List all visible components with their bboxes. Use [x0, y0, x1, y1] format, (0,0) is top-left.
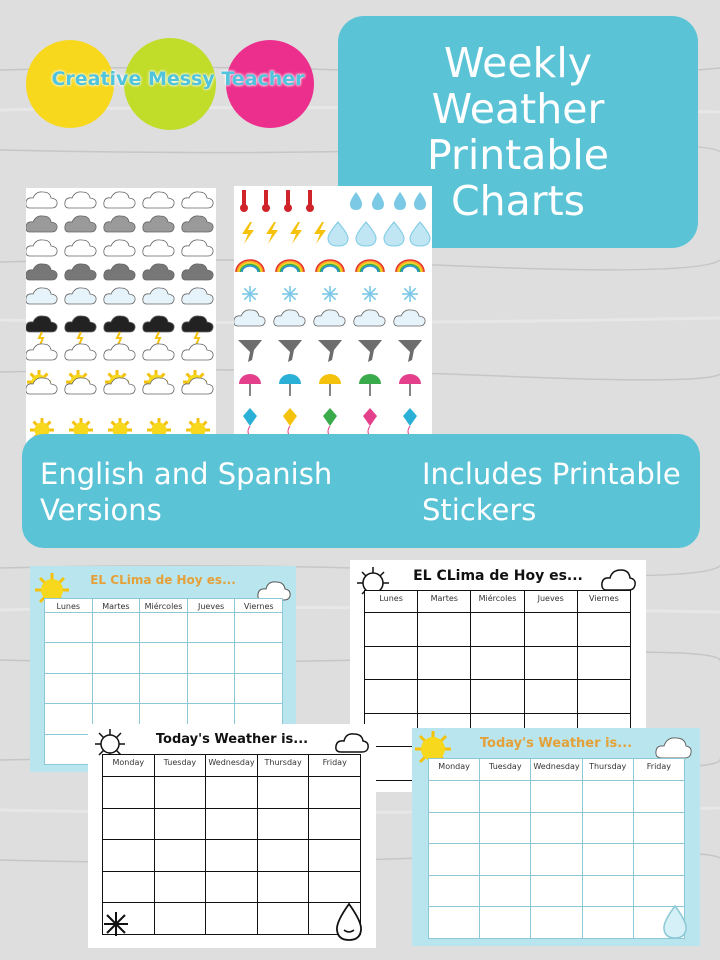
tornado-sticker: [278, 340, 302, 362]
grid-cell: [155, 840, 207, 872]
grid-cell: [93, 613, 141, 643]
cloud-icon: [334, 730, 370, 756]
tornado-sticker: [238, 340, 262, 362]
raindrop-sticker: [394, 192, 406, 210]
cloud-sticker: [26, 240, 57, 256]
sun-cloud-sticker: [182, 378, 213, 394]
weather-stickers-preview: [234, 186, 432, 448]
snowflake-sticker: [242, 286, 258, 302]
grid-cell: [103, 777, 155, 809]
day-header: Monday: [429, 759, 480, 781]
snowflake-sticker: [362, 286, 378, 302]
grid-cell: [45, 613, 93, 643]
grid-cell: [235, 643, 283, 673]
feature-stickers: Includes Printable Stickers: [422, 457, 681, 527]
grid-cell: [103, 809, 155, 841]
grid-cell: [418, 613, 471, 647]
grid-cell: [103, 840, 155, 872]
grid-cell: [578, 680, 631, 714]
raindrop-icon: [662, 904, 688, 940]
cloud-sticker: [104, 240, 135, 256]
thermometer-sticker: [240, 190, 248, 212]
grid-cell: [93, 643, 141, 673]
storm-cloud-sticker: [65, 316, 96, 332]
grid-cell: [578, 647, 631, 681]
chart-title: EL CLima de Hoy es...: [90, 573, 236, 587]
grid-cell: [429, 781, 480, 813]
grid-cell: [429, 813, 480, 845]
grid-cell: [45, 735, 93, 765]
grid-cell: [188, 674, 236, 704]
sun-cloud-sticker: [143, 378, 174, 394]
grid-cell: [258, 872, 310, 904]
grid-cell: [258, 903, 310, 935]
day-header: Jueves: [188, 599, 236, 613]
grid-cell: [531, 781, 582, 813]
grid-cell: [480, 907, 531, 939]
grid-cell: [258, 777, 310, 809]
snowflake-sticker: [402, 286, 418, 302]
snowflake-sticker: [322, 286, 338, 302]
cloud-sticker: [143, 344, 174, 360]
storm-cloud-sticker: [26, 316, 57, 332]
raindrop-sticker: [410, 222, 430, 246]
raindrop-sticker: [356, 222, 376, 246]
raindrop-sticker: [384, 222, 404, 246]
cloud-sticker: [182, 288, 213, 304]
grid-cell: [583, 844, 634, 876]
cloud-sticker: [182, 344, 213, 360]
thermometer-sticker: [284, 190, 292, 212]
day-header: Friday: [309, 755, 361, 777]
page-title: Weekly Weather Printable Charts: [426, 39, 610, 225]
grid-cell: [471, 647, 524, 681]
logo-text: Creative Messy Teacher: [51, 68, 305, 90]
grid-cell: [531, 907, 582, 939]
raindrop-sticker: [328, 222, 348, 246]
grid-cell: [583, 781, 634, 813]
windy-cloud-sticker: [354, 310, 385, 326]
cloud-sticker: [26, 288, 57, 304]
cloud-sticker: [182, 216, 213, 232]
grid-cell: [206, 809, 258, 841]
chart-english-blue: [412, 728, 700, 946]
grid-cell: [578, 613, 631, 647]
cloud-sticker: [65, 264, 96, 280]
cloud-sticker: [143, 264, 174, 280]
cloud-sticker: [65, 344, 96, 360]
day-header: Lunes: [365, 591, 418, 613]
day-header: Friday: [634, 759, 685, 781]
weekday-grid: [428, 758, 685, 939]
cloud-sticker: [104, 192, 135, 208]
lightning-sticker: [266, 222, 278, 244]
grid-cell: [583, 813, 634, 845]
grid-cell: [583, 907, 634, 939]
windy-cloud-sticker: [314, 310, 345, 326]
grid-cell: [365, 613, 418, 647]
storm-cloud-sticker: [143, 316, 174, 332]
rainbow-sticker: [396, 260, 424, 272]
cloud-sticker: [65, 240, 96, 256]
rainbow-sticker: [356, 260, 384, 272]
grid-cell: [45, 704, 93, 734]
day-header: Martes: [418, 591, 471, 613]
umbrella-sticker: [399, 374, 421, 396]
grid-cell: [188, 643, 236, 673]
umbrella-sticker: [359, 374, 381, 396]
brand-logo: [20, 34, 320, 134]
sun-cloud-sticker: [65, 378, 96, 394]
grid-cell: [480, 876, 531, 908]
windy-cloud-sticker: [274, 310, 305, 326]
grid-cell: [140, 613, 188, 643]
grid-cell: [45, 674, 93, 704]
grid-cell: [471, 680, 524, 714]
day-header: Wednesday: [531, 759, 582, 781]
grid-cell: [525, 613, 578, 647]
storm-cloud-sticker: [182, 316, 213, 332]
grid-cell: [235, 674, 283, 704]
chart-title: EL CLima de Hoy es...: [413, 568, 583, 584]
grid-cell: [418, 647, 471, 681]
cloud-sticker: [65, 192, 96, 208]
grid-cell: [480, 844, 531, 876]
grid-cell: [309, 809, 361, 841]
lightning-sticker: [290, 222, 302, 244]
sticker-sheet-clouds: [26, 188, 216, 448]
windy-cloud-sticker: [394, 310, 425, 326]
grid-cell: [103, 872, 155, 904]
raindrop-sticker: [350, 192, 362, 210]
cloud-sticker: [104, 216, 135, 232]
grid-cell: [429, 844, 480, 876]
feature-bilingual: English and Spanish Versions: [40, 457, 333, 527]
thermometer-sticker: [306, 190, 314, 212]
grid-cell: [140, 643, 188, 673]
storm-cloud-sticker: [104, 316, 135, 332]
day-header: Viernes: [235, 599, 283, 613]
cloud-sticker: [26, 264, 57, 280]
rainbow-sticker: [236, 260, 264, 272]
grid-cell: [155, 903, 207, 935]
features-banner: [22, 434, 700, 548]
lightning-sticker: [314, 222, 326, 244]
day-header: Thursday: [583, 759, 634, 781]
sun-cloud-sticker: [104, 378, 135, 394]
cloud-sticker: [104, 288, 135, 304]
grid-cell: [634, 813, 685, 845]
weekday-grid: [102, 754, 361, 935]
grid-cell: [188, 613, 236, 643]
cloud-sticker: [104, 344, 135, 360]
cloud-sticker: [26, 216, 57, 232]
grid-cell: [235, 613, 283, 643]
snowflake-icon: [102, 910, 130, 938]
grid-cell: [365, 647, 418, 681]
cloud-sticker: [65, 216, 96, 232]
day-header: Wednesday: [206, 755, 258, 777]
snowflake-sticker: [282, 286, 298, 302]
cloud-sticker: [182, 240, 213, 256]
umbrella-sticker: [319, 374, 341, 396]
grid-cell: [93, 674, 141, 704]
lightning-sticker: [242, 222, 254, 244]
grid-cell: [634, 781, 685, 813]
tornado-sticker: [398, 340, 422, 362]
grid-cell: [531, 844, 582, 876]
day-header: Jueves: [525, 591, 578, 613]
grid-cell: [418, 680, 471, 714]
grid-cell: [140, 674, 188, 704]
day-header: Thursday: [258, 755, 310, 777]
grid-cell: [309, 777, 361, 809]
cloud-sticker: [65, 288, 96, 304]
cloud-sticker: [26, 192, 57, 208]
cloud-sticker: [143, 216, 174, 232]
raindrop-sticker: [372, 192, 384, 210]
raindrop-sticker: [414, 192, 426, 210]
grid-cell: [206, 872, 258, 904]
cloud-sticker: [182, 192, 213, 208]
grid-cell: [525, 647, 578, 681]
grid-cell: [634, 876, 685, 908]
grid-cell: [634, 844, 685, 876]
umbrella-sticker: [279, 374, 301, 396]
cloud-sticker: [182, 264, 213, 280]
cloud-sticker: [26, 344, 57, 360]
cloud-sticker: [143, 240, 174, 256]
rainbow-sticker: [276, 260, 304, 272]
day-header: Monday: [103, 755, 155, 777]
grid-cell: [155, 809, 207, 841]
grid-cell: [365, 680, 418, 714]
grid-cell: [480, 813, 531, 845]
day-header: Martes: [93, 599, 141, 613]
grid-cell: [155, 872, 207, 904]
grid-cell: [258, 840, 310, 872]
day-header: Lunes: [45, 599, 93, 613]
tornado-sticker: [318, 340, 342, 362]
cloud-sticker: [104, 264, 135, 280]
grid-cell: [531, 813, 582, 845]
chart-title: Today's Weather is...: [155, 732, 309, 747]
day-header: Viernes: [578, 591, 631, 613]
grid-cell: [45, 643, 93, 673]
sticker-sheet-weather: [234, 186, 432, 448]
thermometer-sticker: [262, 190, 270, 212]
chart-title: Today's Weather is...: [479, 736, 633, 751]
windy-cloud-sticker: [234, 310, 265, 326]
cloud-stickers-preview: [26, 188, 216, 448]
cloud-sticker: [143, 192, 174, 208]
day-header: Tuesday: [480, 759, 531, 781]
rainbow-sticker: [316, 260, 344, 272]
grid-cell: [471, 613, 524, 647]
day-header: Miércoles: [471, 591, 524, 613]
day-header: Tuesday: [155, 755, 207, 777]
grid-cell: [155, 777, 207, 809]
grid-cell: [429, 907, 480, 939]
grid-cell: [531, 876, 582, 908]
grid-cell: [429, 876, 480, 908]
chart-english-white: [88, 724, 376, 948]
grid-cell: [258, 809, 310, 841]
grid-cell: [206, 903, 258, 935]
umbrella-sticker: [239, 374, 261, 396]
grid-cell: [309, 840, 361, 872]
sun-cloud-sticker: [26, 378, 57, 394]
tornado-sticker: [358, 340, 382, 362]
grid-cell: [206, 777, 258, 809]
grid-cell: [525, 680, 578, 714]
raindrop-icon: [334, 902, 364, 942]
day-header: Miércoles: [140, 599, 188, 613]
grid-cell: [480, 781, 531, 813]
grid-cell: [206, 840, 258, 872]
cloud-sticker: [143, 288, 174, 304]
grid-cell: [309, 872, 361, 904]
grid-cell: [583, 876, 634, 908]
